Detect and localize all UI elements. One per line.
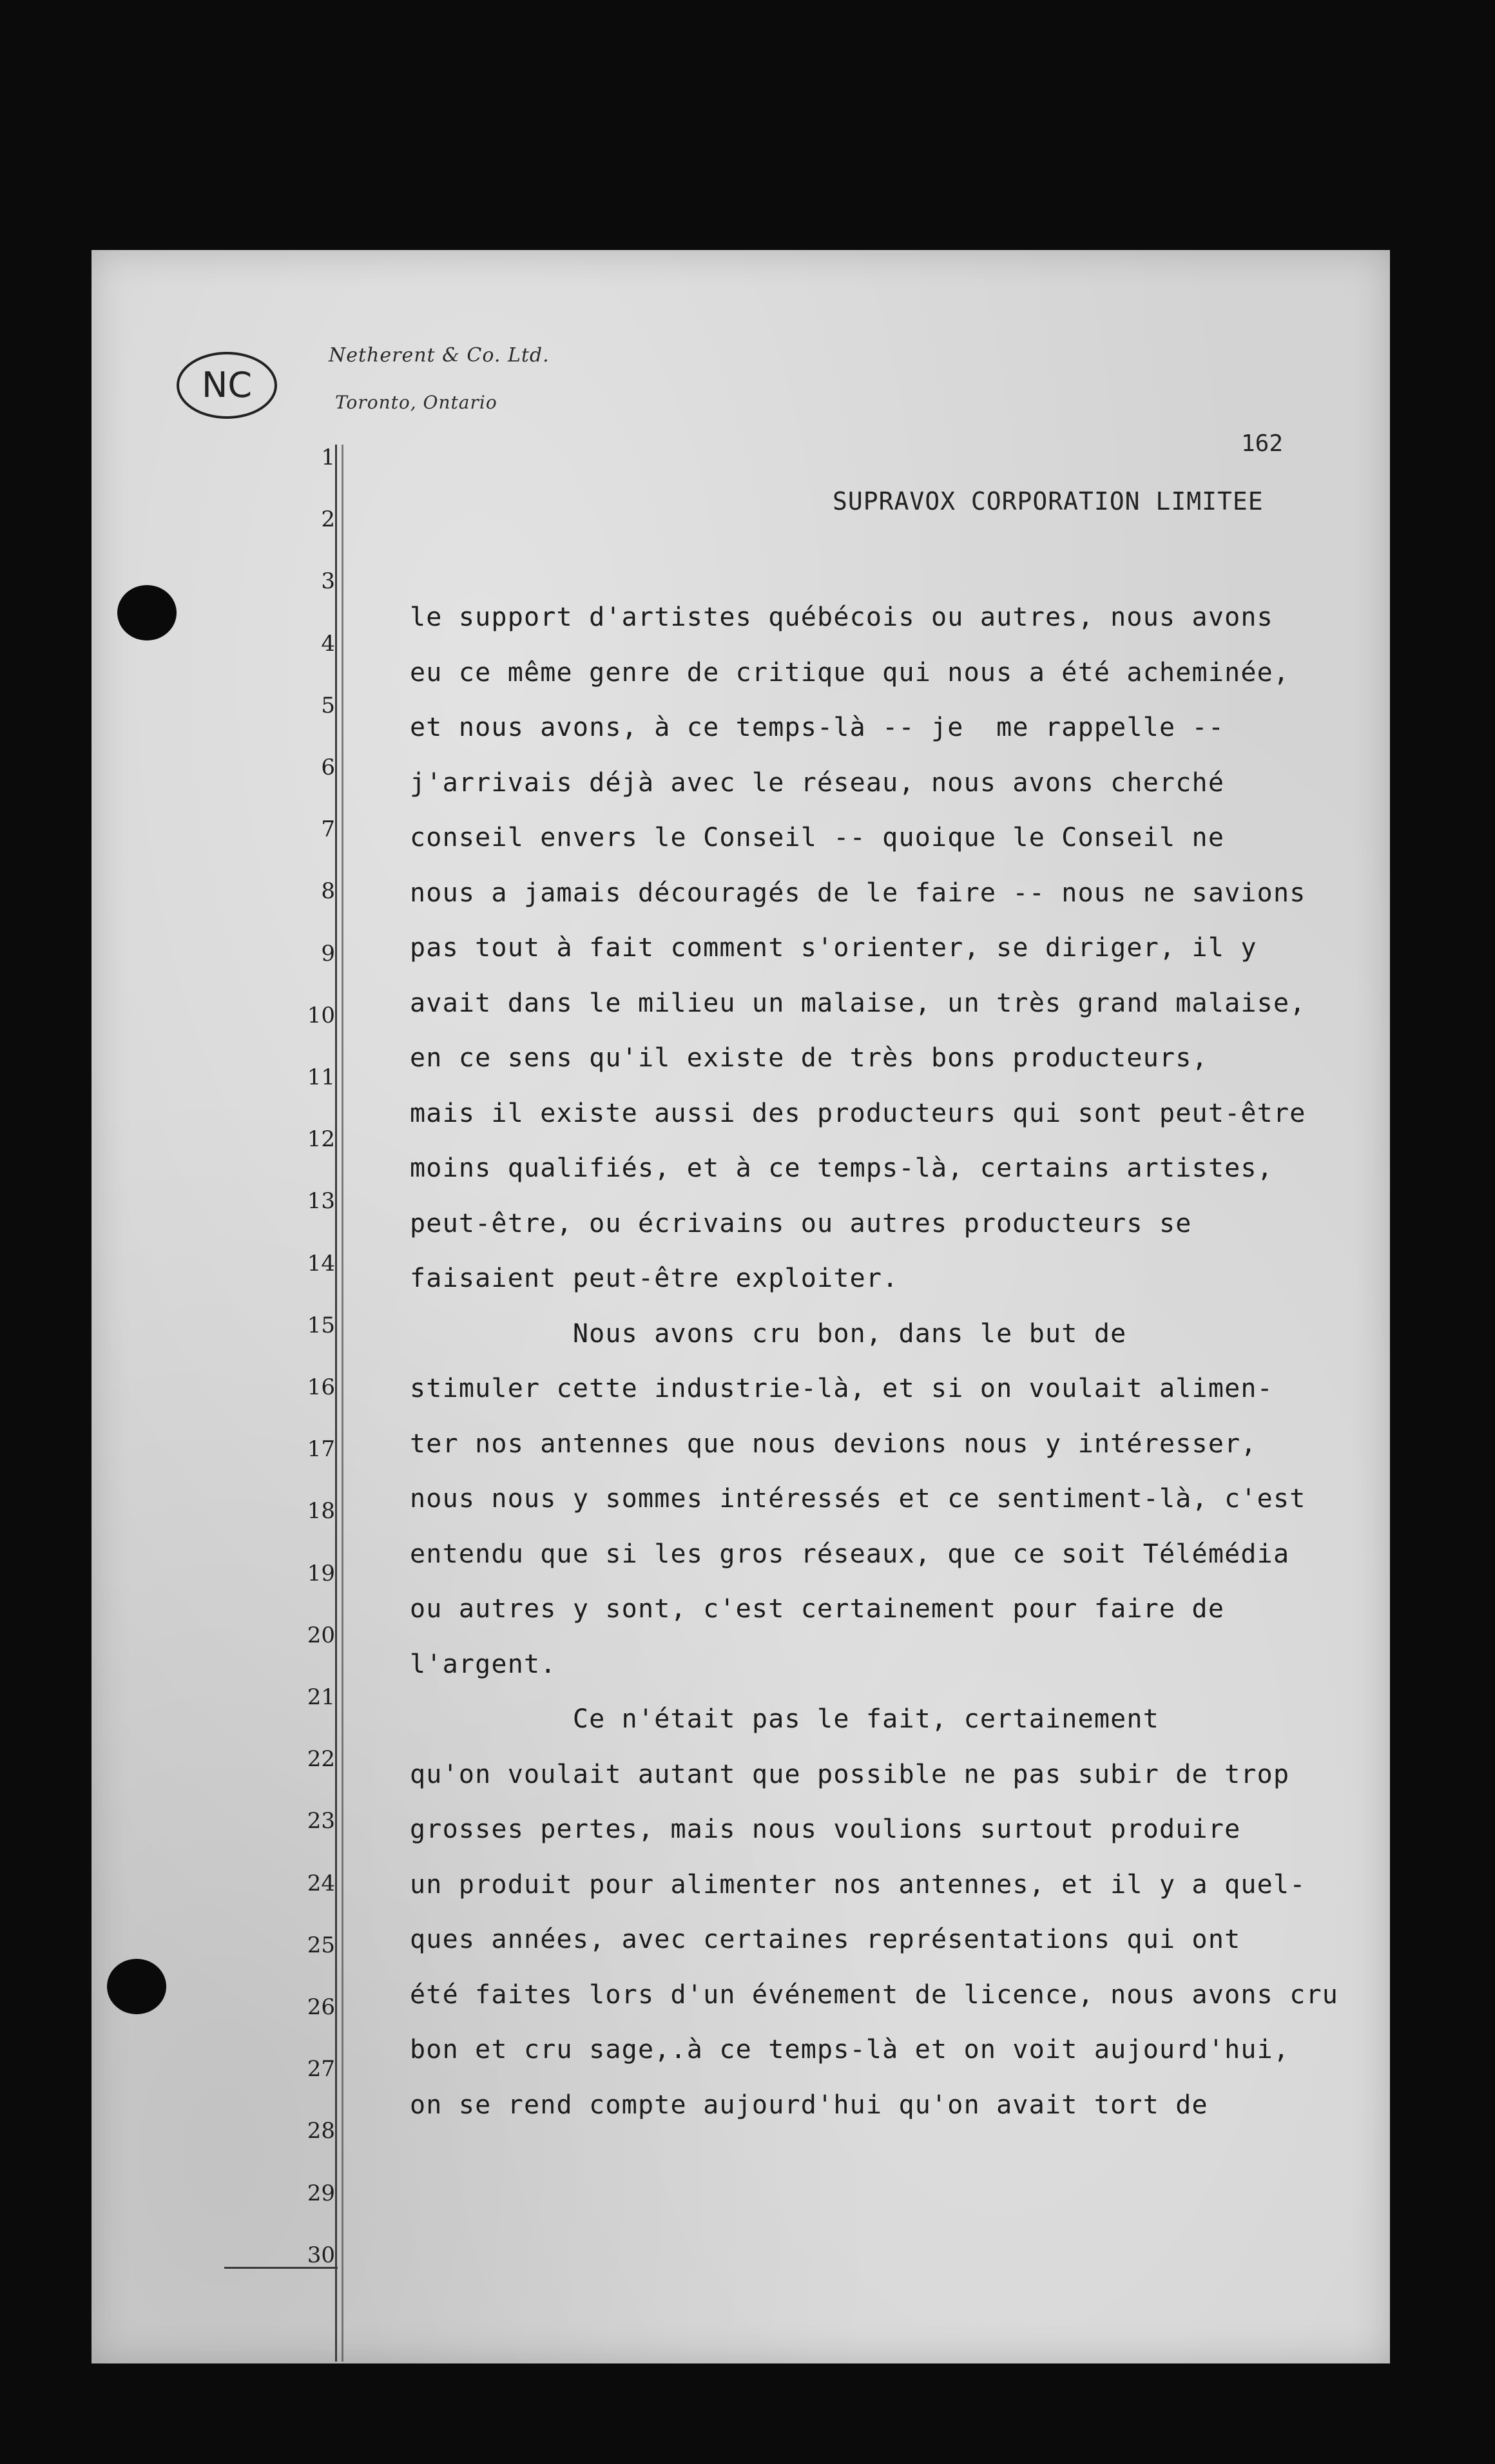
firm-logo xyxy=(175,349,278,421)
transcript-line: conseil envers le Conseil -- quoique le Conseil ne xyxy=(410,823,1225,852)
punch-hole xyxy=(117,585,177,640)
transcript-line: nous nous y sommes intéressés et ce sentiment-là, c'est xyxy=(410,1484,1306,1514)
line-number: 3 xyxy=(321,568,335,594)
line-number: 19 xyxy=(307,1561,335,1586)
line-number: 22 xyxy=(307,1746,335,1772)
line-number: 26 xyxy=(307,1994,335,2020)
transcript-line: faisaient peut-être exploiter. xyxy=(410,1264,899,1293)
line-number: 13 xyxy=(307,1188,335,1214)
transcript-line: entendu que si les gros réseaux, que ce soit Télémédia xyxy=(410,1539,1290,1569)
line-number: 30 xyxy=(307,2242,335,2268)
line-number: 24 xyxy=(307,1871,335,1896)
line-number: 16 xyxy=(307,1374,335,1400)
line-number: 21 xyxy=(307,1684,335,1710)
transcript-line: qu'on voulait autant que possible ne pas subir de trop xyxy=(410,1760,1290,1789)
line-number: 6 xyxy=(321,755,335,780)
line-number: 14 xyxy=(307,1251,335,1276)
page-number: 162 xyxy=(1241,430,1284,457)
transcript-line: mais il existe aussi des producteurs qui sont peut-être xyxy=(410,1099,1306,1128)
transcript-line: ou autres y sont, c'est certainement pour faire de xyxy=(410,1594,1225,1624)
margin-rule xyxy=(342,445,343,2362)
line-number: 25 xyxy=(307,1932,335,1958)
line-number: 11 xyxy=(307,1064,335,1090)
transcript-line: et nous avons, à ce temps-là -- je me rappelle -- xyxy=(410,713,1225,742)
transcript-line: on se rend compte aujourd'hui qu'on avait tort de xyxy=(410,2090,1208,2120)
firm-name: Netherent & Co. Ltd. xyxy=(329,344,550,367)
transcript-line: l'argent. xyxy=(410,1650,557,1679)
transcript-line: peut-être, ou écrivains ou autres producteurs se xyxy=(410,1209,1192,1238)
transcript-line: eu ce même genre de critique qui nous a été acheminée, xyxy=(410,658,1290,688)
transcript-line: bon et cru sage,.à ce temps-là et on voit aujourd'hui, xyxy=(410,2035,1290,2065)
transcript-line: un produit pour alimenter nos antennes, et il y a quel- xyxy=(410,1870,1306,1900)
line-number: 10 xyxy=(307,1003,335,1028)
transcript-line: ques années, avec certaines représentations qui ont xyxy=(410,1925,1241,1954)
line-number: 4 xyxy=(321,631,335,657)
line-number: 17 xyxy=(307,1436,335,1462)
punch-hole xyxy=(107,1959,166,2014)
transcript-line: Nous avons cru bon, dans le but de xyxy=(410,1319,1127,1349)
line-number: 5 xyxy=(321,693,335,718)
firm-city: Toronto, Ontario xyxy=(335,392,497,413)
line-number: 8 xyxy=(321,878,335,904)
line-number: 28 xyxy=(307,2118,335,2144)
logo-text: NC xyxy=(201,365,253,405)
line-number: 29 xyxy=(307,2180,335,2206)
transcript-line: en ce sens qu'il existe de très bons producteurs, xyxy=(410,1043,1208,1073)
line-number: 18 xyxy=(307,1498,335,1524)
transcript-line: stimuler cette industrie-là, et si on voulait alimen- xyxy=(410,1374,1273,1403)
line-number: 20 xyxy=(307,1622,335,1648)
line-number: 1 xyxy=(321,445,335,470)
transcript-line: été faites lors d'un événement de licence, nous avons cru xyxy=(410,1980,1339,2010)
transcript-line: nous a jamais découragés de le faire -- nous ne savions xyxy=(410,878,1306,908)
line-number: 15 xyxy=(307,1313,335,1338)
transcript-line: pas tout à fait comment s'orienter, se diriger, il y xyxy=(410,933,1257,963)
transcript-line: le support d'artistes québécois ou autres, nous avons xyxy=(410,602,1273,632)
line-number: 27 xyxy=(307,2056,335,2082)
margin-rule xyxy=(335,445,337,2362)
line-number: 2 xyxy=(321,506,335,532)
line-number: 12 xyxy=(307,1126,335,1152)
transcript-line: grosses pertes, mais nous voulions surtout produire xyxy=(410,1814,1241,1844)
line-number: 23 xyxy=(307,1808,335,1834)
transcript-line: Ce n'était pas le fait, certainement xyxy=(410,1704,1159,1734)
line-number: 9 xyxy=(321,941,335,967)
transcript-line: moins qualifiés, et à ce temps-là, certains artistes, xyxy=(410,1153,1273,1183)
line-number: 7 xyxy=(321,816,335,842)
company-header: SUPRAVOX CORPORATION LIMITEE xyxy=(833,487,1264,515)
transcript-line: ter nos antennes que nous devions nous y intéresser, xyxy=(410,1429,1257,1459)
transcript-line: j'arrivais déjà avec le réseau, nous avons cherché xyxy=(410,768,1225,798)
transcript-line: avait dans le milieu un malaise, un très grand malaise, xyxy=(410,988,1306,1018)
